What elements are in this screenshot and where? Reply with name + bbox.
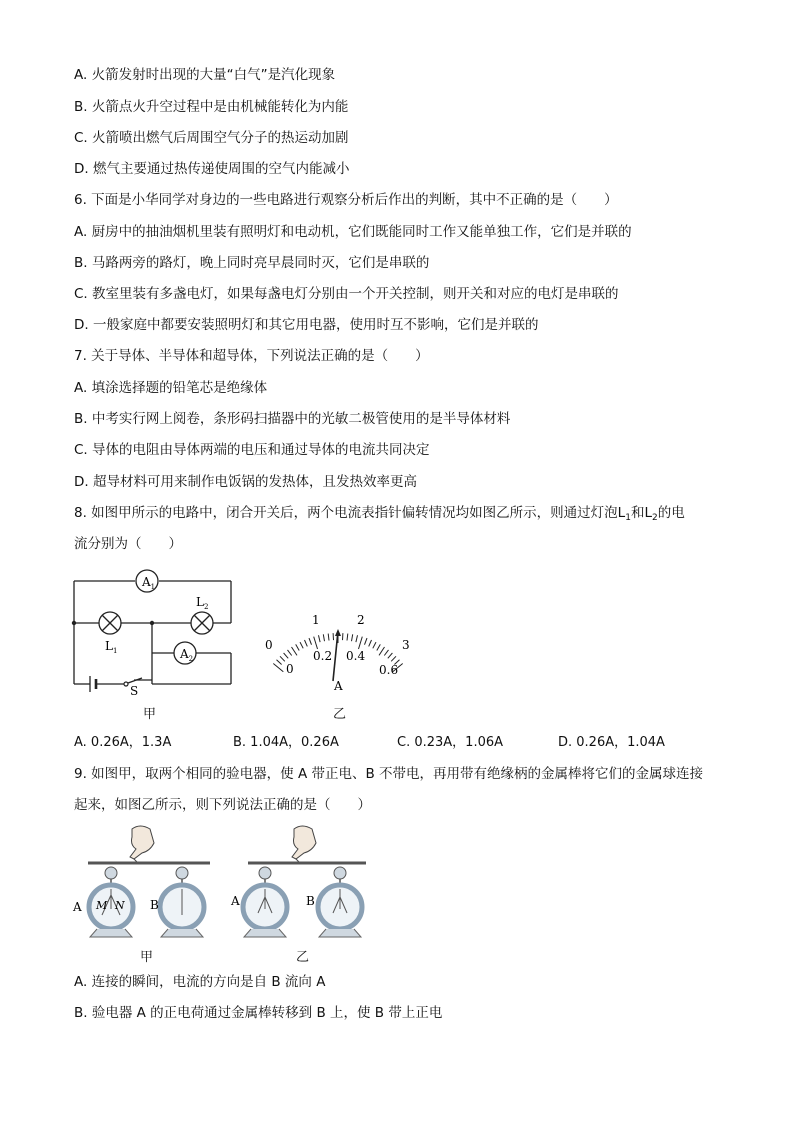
right-fig-label-b: B	[306, 894, 315, 908]
q8-stem-line2: 流分别为（ ）	[74, 536, 182, 552]
q6-option-d: D. 一般家庭中都要安装照明灯和其它用电器，使用时互不影响，它们是并联的	[74, 317, 539, 333]
leaf-label-m: M	[96, 899, 108, 912]
q8-stem-part1: 8. 如图甲所示的电路中，闭合开关后，两个电流表指针偏转情况均如图乙所示，则通过灯泡	[74, 505, 618, 521]
top-scale-0: 0	[265, 638, 273, 652]
q5-option-d: D. 燃气主要通过热传递使周围的空气内能减小	[74, 161, 350, 177]
hand-icon	[130, 826, 154, 863]
q9-stem-line1: 9. 如图甲，取两个相同的验电器，使 A 带正电、B 不带电，再用带有绝缘柄的金属棒将它们的金属球连接	[74, 766, 704, 782]
dial-tick	[352, 634, 353, 641]
top-scale-1: 1	[312, 613, 320, 627]
dial-tick	[328, 634, 329, 641]
q8-lamp-l1	[618, 505, 631, 521]
electroscope-b	[160, 867, 204, 937]
dial-tick	[377, 644, 381, 650]
ammeter-a2-label: $A_2$	[180, 647, 194, 663]
q6-option-b: B. 马路两旁的路灯，晚上同时亮早晨同时灭，它们是串联的	[74, 255, 430, 271]
q7-stem: 7. 关于导体、半导体和超导体，下列说法正确的是（ ）	[74, 348, 429, 364]
q7-option-d: D. 超导材料可用来制作电饭锅的发热体，且发热效率更高	[74, 474, 417, 490]
electroscope-figure-jia	[70, 823, 215, 941]
q8-option-b: B. 1.04A，0.26A	[233, 735, 339, 750]
dial-tick	[319, 635, 321, 642]
electroscope-figure-yi	[228, 823, 373, 941]
right-fig-label-a: A	[231, 894, 240, 908]
dial-tick	[292, 647, 298, 655]
bottom-scale-0-2: 0.2	[313, 649, 333, 663]
junction-dot-left	[72, 621, 76, 625]
q7-option-c: C. 导体的电阻由导体两端的电压和通过导体的电流共同决定	[74, 442, 430, 458]
dial-tick	[356, 635, 358, 642]
q5-option-c: C. 火箭喷出燃气后周围空气分子的热运动加剧	[74, 130, 349, 146]
bottom-scale-0-6: 0.6	[379, 663, 399, 677]
ammeter-a1-label: $A_1$	[142, 575, 156, 591]
left-fig-label-b: B	[150, 898, 159, 912]
left-fig-label-a: A	[73, 900, 82, 914]
q7-option-b: B. 中考实行网上阅卷，条形码扫描器中的光敏二极管使用的是半导体材料	[74, 411, 511, 427]
q8-ammeter-dial	[258, 605, 418, 705]
bottom-scale-0-4: 0.4	[346, 649, 366, 663]
electroscope-a	[243, 867, 287, 937]
dial-pointer-tip	[335, 629, 341, 636]
q8-stem	[74, 504, 685, 527]
dial-tick	[284, 653, 289, 658]
dial-tick	[323, 634, 324, 641]
dial-tick	[384, 650, 388, 656]
q7-option-a: A. 填涂选择题的铅笔芯是绝缘体	[74, 380, 268, 396]
q8-lamp-l2	[644, 505, 657, 521]
q9-option-b: B. 验电器 A 的正电荷通过金属棒转移到 B 上，使 B 带上正电	[74, 1005, 443, 1021]
dial-tick	[314, 637, 318, 649]
q8-l1-letter: L	[617, 505, 626, 521]
q5-option-b: B. 火箭点火升空过程中是由机械能转化为内能	[74, 99, 349, 115]
leaf-label-n: N	[115, 899, 125, 912]
q8-stem-part2: 的电	[657, 505, 685, 521]
top-scale-2: 2	[357, 613, 365, 627]
lamp-l2-symbol	[191, 612, 213, 634]
q9-stem-line2: 起来，如图乙所示，则下列说法正确的是（ ）	[74, 797, 371, 813]
dial-tick	[300, 642, 303, 648]
dial-tick	[373, 642, 376, 648]
dial-tick	[359, 637, 363, 649]
switch-s-label: S	[130, 684, 139, 696]
lamp-l1-symbol	[99, 612, 121, 634]
q8-option-c: C. 0.23A，1.06A	[397, 735, 504, 750]
q8-l1-subscript: 1	[625, 513, 631, 523]
hand-icon	[292, 826, 316, 863]
dial-tick	[347, 634, 348, 641]
dial-tick	[309, 638, 312, 645]
q5-option-a: A. 火箭发射时出现的大量“白气”是汽化现象	[74, 67, 336, 83]
q9-left-caption: 甲	[140, 950, 154, 965]
dial-tick	[391, 656, 396, 661]
dial-tick	[277, 660, 282, 665]
dial-tick	[379, 647, 385, 655]
junction-dot-middle	[150, 621, 154, 625]
q8-circuit-diagram	[66, 566, 246, 696]
dial-tick	[273, 664, 283, 672]
battery-symbol	[90, 676, 96, 692]
q8-l2-subscript: 2	[651, 513, 658, 523]
dial-tick	[369, 640, 372, 646]
q6-stem: 6. 下面是小华同学对身边的一些电路进行观察分析后作出的判断，其中不正确的是（ ）	[74, 192, 618, 208]
q6-option-c: C. 教室里装有多盏电灯，如果每盏电灯分别由一个开关控制，则开关和对应的电灯是串联的	[74, 286, 619, 302]
q8-circuit-caption: 甲	[143, 707, 157, 722]
q8-meter-caption: 乙	[333, 707, 347, 722]
lamp-l2-label: $L_2$	[196, 595, 209, 611]
dial-tick	[388, 653, 393, 658]
dial-tick	[288, 650, 292, 656]
dial-unit-label: A	[334, 679, 343, 693]
q8-option-d: D. 0.26A，1.04A	[558, 735, 665, 750]
dial-tick	[305, 640, 308, 646]
top-scale-3: 3	[402, 638, 410, 652]
lamp-l1-label: $L_1$	[105, 639, 118, 655]
dial-tick	[296, 644, 300, 650]
dial-tick	[365, 638, 368, 645]
q8-option-a: A. 0.26A，1.3A	[74, 735, 172, 750]
electroscope-b	[318, 867, 362, 937]
bottom-scale-0: 0	[286, 662, 294, 676]
q9-right-caption: 乙	[296, 950, 310, 965]
q6-option-a: A. 厨房中的抽油烟机里装有照明灯和电动机，它们既能同时工作又能单独工作，它们是并联的	[74, 224, 632, 240]
dial-tick	[280, 656, 285, 661]
q8-l2-letter: L	[644, 505, 652, 521]
q8-and: 和	[630, 505, 645, 521]
q9-option-a: A. 连接的瞬间，电流的方向是自 B 流向 A	[74, 974, 326, 990]
